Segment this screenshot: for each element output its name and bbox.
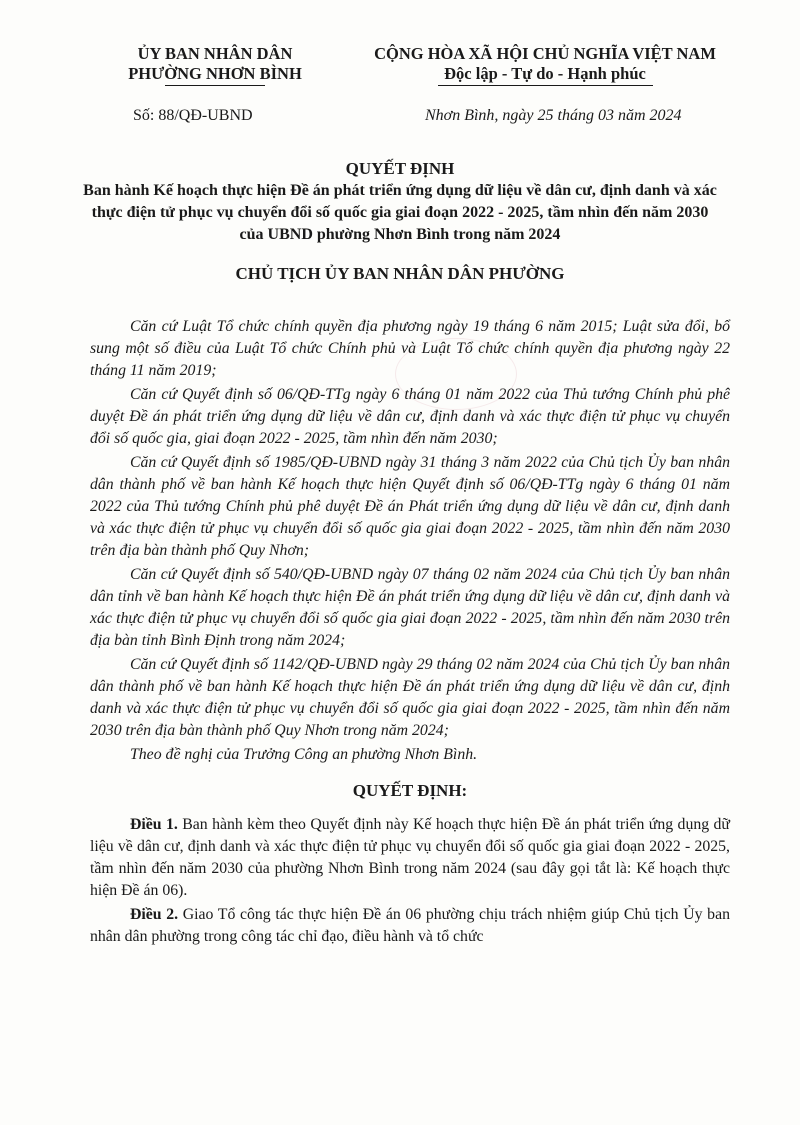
recital-paragraph: Theo đề nghị của Trưởng Công an phường Nhơn Bình. (130, 746, 478, 763)
article-2-label: Điều 2. (130, 906, 179, 923)
national-name: CỘNG HÒA XÃ HỘI CHỦ NGHĨA VIỆT NAM (374, 44, 716, 63)
recital-paragraph: Căn cứ Quyết định số 540/QĐ-UBND ngày 07 tháng 02 năm 2024 của Chủ tịch Ủy ban nhân dân tỉnh về ban hành Kế hoạch thực hiện Đề án phát triển ứng dụng dữ liệu về dân cư, định danh và xác thực điện tử phục vụ chuyển đổi số quốc gia giai đoạn 2022 - 2025, tầm nhìn đến năm 2030 trên địa bàn tỉnh Bình Định trong năm 2024; (90, 566, 730, 649)
document-date: Nhơn Bình, ngày 25 tháng 03 năm 2024 (425, 107, 682, 124)
article-2-text: Giao Tổ công tác thực hiện Đề án 06 phường chịu trách nhiệm giúp Chủ tịch Ủy ban nhân dân phường trong công tác chỉ đạo, điều hành và tổ chức (90, 906, 730, 945)
issuing-authority (95, 44, 335, 86)
recital-paragraph: Căn cứ Quyết định số 06/QĐ-TTg ngày 6 tháng 01 năm 2022 của Thủ tướng Chính phủ phê duyệt Đề án phát triển ứng dụng dữ liệu về dân cư, định danh và xác thực điện tử phục vụ chuyển đổi số quốc gia, giai đoạn 2022 - 2025, tầm nhìn đến năm 2030; (90, 386, 730, 447)
article-2 (90, 904, 730, 948)
document-number: Số: 88/QĐ-UBND (133, 107, 253, 124)
title-subtitle: Ban hành Kế hoạch thực hiện Đề án phát triển ứng dụng dữ liệu về dân cư, định danh và xác thực điện tử phục vụ chuyển đổi số quốc gia giai đoạn 2022 - 2025, tầm nhìn đến năm 2030 của UBND phường Nhơn Bình trong năm 2024 (83, 182, 717, 243)
motto-underline (438, 85, 653, 86)
authority-underline (165, 85, 265, 86)
authority-line-1: ỦY BAN NHÂN DÂN (137, 44, 293, 63)
document-title (80, 158, 720, 246)
document-body (90, 316, 730, 950)
title-heading: QUYẾT ĐỊNH (345, 159, 455, 178)
article-1 (90, 814, 730, 902)
authority-heading: CHỦ TỊCH ỦY BAN NHÂN DÂN PHƯỜNG (235, 264, 565, 283)
national-motto: Độc lập - Tự do - Hạnh phúc (444, 64, 646, 83)
article-1-label: Điều 1. (130, 816, 178, 833)
national-header (335, 44, 755, 86)
recital-paragraph: Căn cứ Quyết định số 1142/QĐ-UBND ngày 29 tháng 02 năm 2024 của Chủ tịch Ủy ban nhân dân thành phố về ban hành Kế hoạch thực hiện Đề án phát triển ứng dụng dữ liệu về dân cư, định danh và xác thực điện tử phục vụ chuyển đổi số quốc gia giai đoạn 2022 - 2025, tầm nhìn đến năm 2030 trên địa bàn thành phố Quy Nhơn trong năm 2024; (90, 656, 730, 739)
article-1-text: Ban hành kèm theo Quyết định này Kế hoạch thực hiện Đề án phát triển ứng dụng dữ liệu về dân cư, định danh và xác thực điện tử phục vụ chuyển đổi số quốc gia giai đoạn 2022 - 2025, tầm nhìn đến năm 2030 của phường Nhơn Bình trong năm 2024 (sau đây gọi tắt là: Kế hoạch thực hiện Đề án 06). (90, 816, 730, 899)
recital-paragraph: Căn cứ Quyết định số 1985/QĐ-UBND ngày 31 tháng 3 năm 2022 của Chủ tịch Ủy ban nhân dân thành phố về ban hành Kế hoạch thực hiện Quyết định số 06/QĐ-TTg ngày 6 tháng 01 năm 2022 của Thủ tướng Chính phủ phê duyệt Đề án Phát triển ứng dụng dữ liệu về dân cư, định danh và xác thực điện tử phục vụ chuyển đổi số quốc gia giai đoạn 2022 - 2025, tầm nhìn đến năm 2030 trên địa bàn thành phố Quy Nhơn; (90, 454, 730, 559)
authority-line-2: PHƯỜNG NHƠN BÌNH (128, 64, 302, 83)
decision-heading: QUYẾT ĐỊNH: (352, 781, 468, 800)
recital-paragraph: Căn cứ Luật Tổ chức chính quyền địa phương ngày 19 tháng 6 năm 2015; Luật sửa đổi, bổ sung một số điều của Luật Tổ chức Chính phủ và Luật Tổ chức chính quyền địa phương ngày 22 tháng 11 năm 2019; (90, 318, 730, 379)
